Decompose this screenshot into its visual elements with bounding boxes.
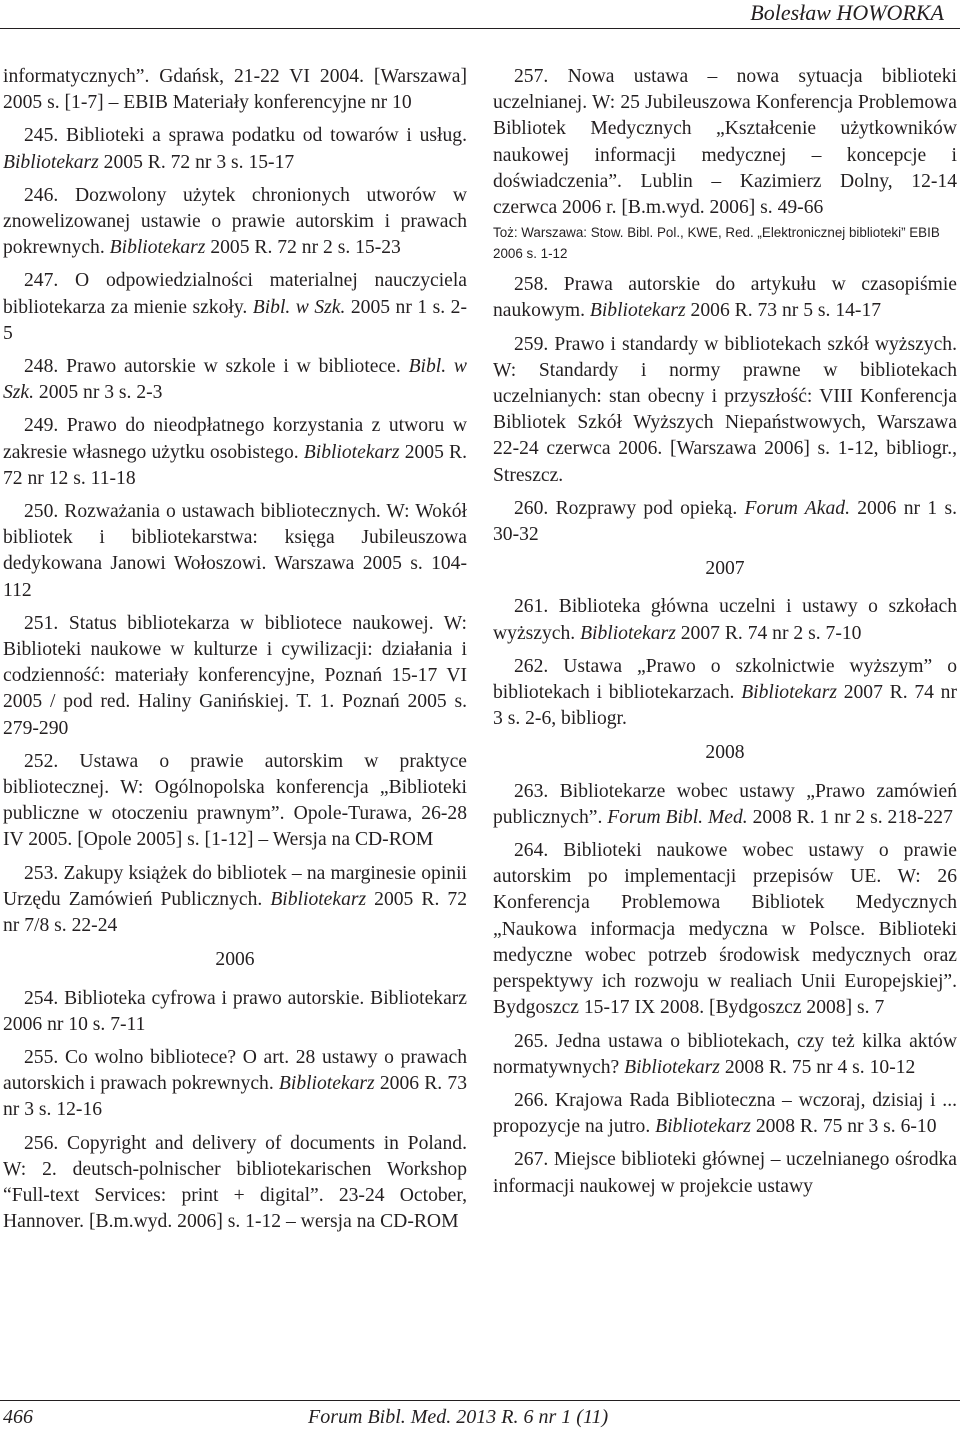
entry-text: 256. Copyright and delivery of documents in Poland. W: 2. deutsch-polnischer bibliotekarischen Workshop “Full-text Services: print + digital”. 23-24 October, Hannover. [B.m.wyd. 2006] s. 1-12 – wersja na CD-ROM <box>3 1132 467 1233</box>
entry-text: 266. Krajowa Rada Biblioteczna – wczoraj, dzisiaj i ... propozycje na jutro. <box>493 1089 957 1138</box>
entry-text: 263. Bibliotekarze wobec ustawy „Prawo zamówień publicznych”. <box>493 780 957 828</box>
bibliography-entry <box>3 183 467 262</box>
entry-details: 2005 R. 72 nr 3 s. 15-17 <box>98 151 295 173</box>
year-heading: 2006 <box>215 949 255 971</box>
running-header-author: Bolesław HOWORKA <box>750 0 944 25</box>
entry-text: 262. Ustawa „Prawo o szkolnictwie wyższym” o bibliotekach i bibliotekarzach. <box>493 655 957 704</box>
entry-journal: Bibliotekarz <box>580 622 676 644</box>
bibliography-entry <box>3 64 467 116</box>
entry-journal: Bibliotekarz <box>589 300 686 322</box>
bibliography-entry <box>3 1045 467 1124</box>
bibliography-entry <box>493 838 957 1021</box>
entry-text: 264. Biblioteki naukowe wobec ustawy o prawie autorskim po implementacji przepisów UE. W: 26 Konferencja Problemowa Bibliotek Medycznych „Naukowa informacja medyczna w Polsce. Biblioteki medyczne wobec potrzeb środowisk medycznych oraz perspektywy ich rozwoju w realiach Unii Europejskiej”. Bydgoszcz 15-17 IX 2008. [Bydgoszcz 2008] s. 7 <box>493 840 957 1019</box>
entry-details: 2005 nr 1 s. 2-5 <box>3 296 467 344</box>
entry-journal: Bibl. w Szk. <box>252 296 346 318</box>
journal-citation: Forum Bibl. Med. 2013 R. 6 nr 1 (11) <box>308 1406 609 1428</box>
entry-text: 245. Biblioteki a sprawa podatku od towarów i usług. <box>24 125 467 147</box>
entry-details: 2006 R. 73 nr 5 s. 14-17 <box>685 300 882 322</box>
bibliography-entry <box>493 594 957 646</box>
bibliography-entry <box>493 654 957 733</box>
entry-text: 249. Prawo do nieodpłatnego korzystania z utworu w zakresie własnego użytku osobistego. <box>3 415 467 463</box>
bibliography-entry <box>3 1131 467 1236</box>
entry-journal: Forum Bibl. Med. <box>607 806 748 828</box>
entry-details: 2008 R. 75 nr 4 s. 10-12 <box>719 1056 916 1078</box>
entry-text: 255. Co wolno bibliotece? O art. 28 ustawy o prawach autorskich i prawach pokrewnych. <box>3 1046 467 1095</box>
entry-text: 254. Biblioteka cyfrowa i prawo autorskie. Bibliotekarz 2006 nr 10 s. 7-11 <box>3 987 467 1035</box>
header-rule <box>0 28 960 29</box>
page-number: 466 <box>3 1406 33 1428</box>
bibliography-entry <box>3 986 467 1038</box>
entry-text: 246. Dozwolony użytek chronionych utworów w znowelizowanej ustawie o prawie autorskim i prawach pokrewnych. <box>3 184 467 259</box>
page-footer <box>0 1402 960 1432</box>
entry-journal: Bibliotekarz <box>270 888 367 910</box>
bibliography-entry <box>3 499 467 604</box>
entry-details: 2005 R. 72 nr 2 s. 15-23 <box>205 237 401 259</box>
bibliography-entry <box>493 1029 957 1081</box>
entry-details: 2005 nr 3 s. 2-3 <box>34 382 163 404</box>
entry-details: 2006 R. 73 nr 3 s. 12-16 <box>3 1073 467 1121</box>
bibliography-entry <box>3 123 467 175</box>
entry-journal: Bibliotekarz <box>303 441 400 463</box>
bibliography-entry <box>493 779 957 831</box>
entry-text: 259. Prawo i standardy w bibliotekach szkół wyższych. W: Standardy i normy prawne w bibliotekach uczelnianych: stan obecny i przyszłość: VIII Konferencja Bibliotek Szkół Wyższych Niepaństwowych, Warszawa 22-24 czerwca 2006. [Warszawa 2006] s. 1-12, bibliogr., Streszcz. <box>493 333 957 486</box>
entry-journal: Bibliotekarz <box>741 682 837 704</box>
bibliography-entry <box>3 749 467 854</box>
entry-details: 2007 R. 74 nr 2 s. 7-10 <box>675 622 862 644</box>
bibliography-entry <box>493 272 957 324</box>
bibliography-entry <box>493 64 957 221</box>
entry-text: 248. Prawo autorskie w szkole i w bibliotece. <box>24 356 409 378</box>
left-column <box>3 64 467 1242</box>
bibliography-entry <box>3 268 467 347</box>
bibliography-entry <box>493 496 957 548</box>
entry-text: 265. Jedna ustawa o bibliotekach, czy też kilka aktów normatywnych? <box>493 1030 957 1078</box>
entry-journal: Bibl. w Szk. <box>3 356 467 404</box>
bibliography-entry <box>3 413 467 492</box>
entry-text: 251. Status bibliotekarza w bibliotece naukowej. W: Biblioteki naukowe w kulturze i cywilizacji: działania i codzienność: materiały konferencyjne, Poznań 15-17 VI 2005 / pod red. Haliny Ganińskiej. T. 1. Poznań 2005 s. 279-290 <box>3 612 467 739</box>
bibliography-entry <box>3 861 467 940</box>
entry-details: 2008 R. 75 nr 3 s. 6-10 <box>750 1116 937 1138</box>
entry-text: 260. Rozprawy pod opieką. <box>514 497 745 519</box>
bibliography-entry <box>493 1088 957 1140</box>
entry-text: 258. Prawa autorskie do artykułu w czasopiśmie naukowym. <box>493 274 957 322</box>
entry-text: informatycznych”. Gdańsk, 21-22 VI 2004. [Warszawa] 2005 s. [1-7] – EBIB Materiały konferencyjne nr 10 <box>3 66 467 114</box>
bibliography-entry <box>493 332 957 489</box>
entry-details: 2007 R. 74 nr 3 s. 2-6, bibliogr. <box>493 682 957 730</box>
entry-details: 2005 R. 72 nr 12 s. 11-18 <box>3 441 467 489</box>
entry-details: 2005 R. 72 nr 7/8 s. 22-24 <box>3 888 467 937</box>
entry-journal: Bibliotekarz <box>278 1073 375 1095</box>
footer-rule <box>0 1400 960 1401</box>
entry-details: 2006 nr 1 s. 30-32 <box>493 497 957 546</box>
entry-text: 247. O odpowiedzialności materialnej nauczyciela bibliotekarza za mienie szkoły. <box>3 270 467 318</box>
entry-text: 267. Miejsce biblioteki głównej – uczelnianego ośrodka informacji naukowej w projekcie ustawy <box>493 1149 957 1197</box>
entry-journal: Bibliotekarz <box>109 237 206 259</box>
bibliography-entry <box>3 611 467 742</box>
bibliography-entry <box>3 354 467 406</box>
entry-text: 257. Nowa ustawa – nowa sytuacja biblioteki uczelnianej. W: 25 Jubileuszowa Konferencja Problemowa Bibliotek Medycznych „Kształcenie użytkowników naukowej informacji medycznej – koncepcje i doświadczenia”. Lublin – Kazimierz Dolny, 12-14 czerwca 2006 r. [B.m.wyd. 2006] s. 49-66 <box>493 66 957 219</box>
entry-details: 2008 R. 1 nr 2 s. 218-227 <box>747 806 953 828</box>
entry-text: 253. Zakupy książek do bibliotek – na marginesie opinii Urzędu Zamówień Publicznych. <box>3 862 467 910</box>
entry-text: 250. Rozważania o ustawach bibliotecznych. W: Wokół bibliotek i bibliotekarstwa: księga Jubileuszowa dedykowana Janowi Wołoszowi. Warszawa 2005 s. 104-112 <box>3 501 467 601</box>
entry-text: 252. Ustawa o prawie autorskim w praktyce bibliotecznej. W: Ogólnopolska konferencja „Biblioteki publiczne w otoczeniu prawnym”. Opole-Turawa, 26-28 IV 2005. [Opole 2005] s. [1-12] – Wersja na CD-ROM <box>3 750 467 851</box>
entry-journal: Bibliotekarz <box>655 1116 751 1138</box>
entry-journal: Bibliotekarz <box>3 151 99 173</box>
right-column <box>493 64 957 1207</box>
entry-journal: Forum Akad. <box>744 497 850 519</box>
entry-note: Toż: Warszawa: Stow. Bibl. Pol., KWE, Red. „Elektronicznej biblioteki” EBIB 2006 s. 1-12 <box>493 225 940 262</box>
year-heading: 2007 <box>705 558 745 580</box>
bibliography-entry <box>493 1147 957 1199</box>
entry-text: 261. Biblioteka główna uczelni i ustawy o szkołach wyższych. <box>493 596 957 644</box>
entry-journal: Bibliotekarz <box>624 1056 720 1078</box>
year-heading: 2008 <box>705 742 745 764</box>
